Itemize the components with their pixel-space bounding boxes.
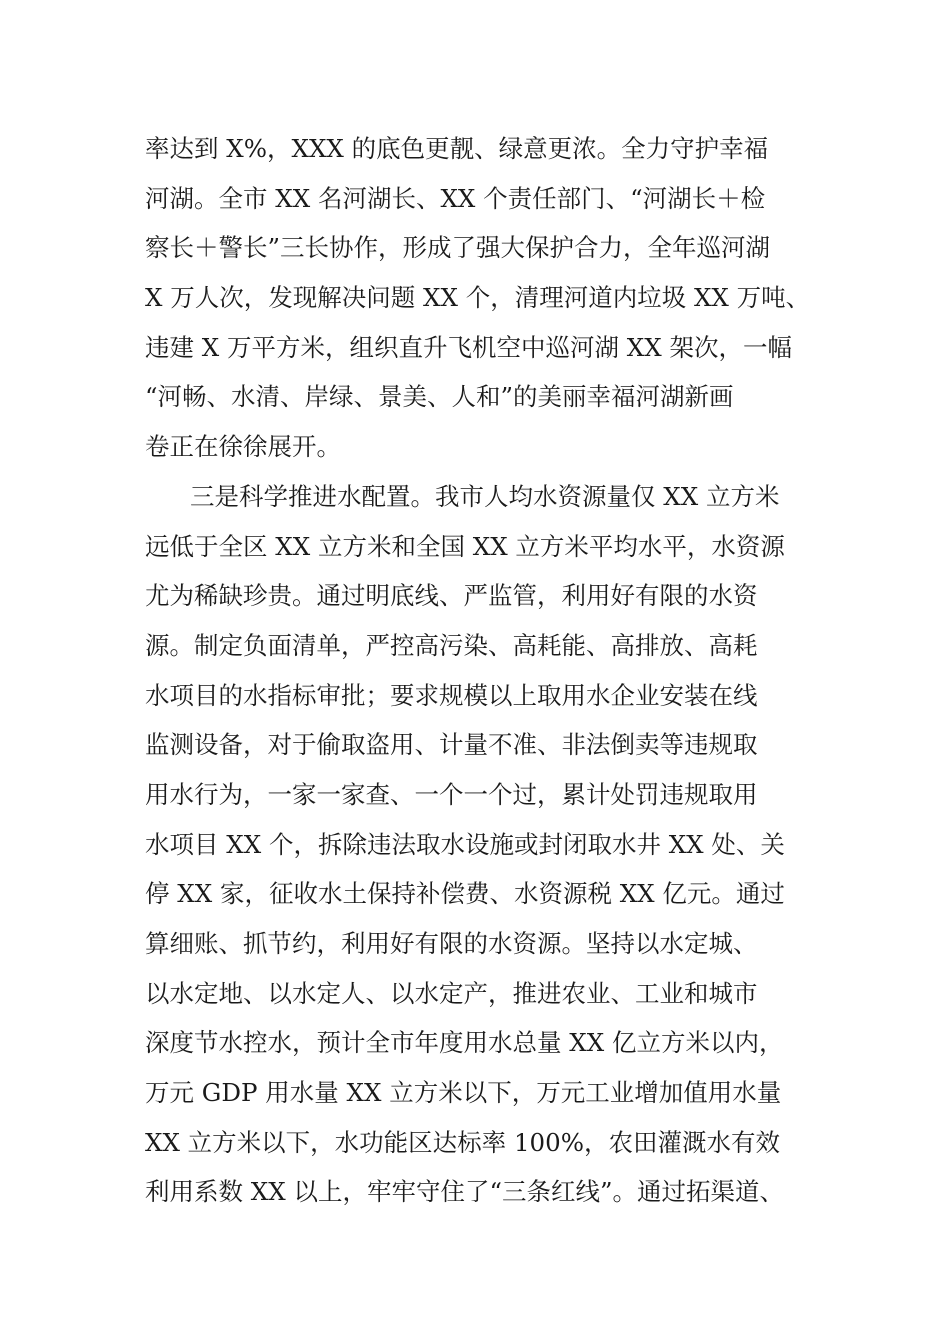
text-line: XX 立方米以下，水功能区达标率 100%，农田灌溉水有效 xyxy=(145,1127,780,1157)
text-line: 卷正在徐徐展开。 xyxy=(145,432,341,462)
text-line: 三是科学推进水配置。我市人均水资源量仅 XX 立方米 xyxy=(190,481,780,511)
text-line: 河湖。全市 XX 名河湖长、XX 个责任部门、“河湖长＋检 xyxy=(145,183,766,213)
text-line: 源。制定负面清单，严控高污染、高耗能、高排放、高耗 xyxy=(145,630,758,660)
body-text xyxy=(145,124,825,1217)
text-line: 以水定地、以水定人、以水定产，推进农业、工业和城市 xyxy=(145,978,758,1008)
text-line: 停 XX 家，征收水土保持补偿费、水资源税 XX 亿元。通过 xyxy=(145,879,785,909)
text-line: 用水行为，一家一家查、一个一个过，累计处罚违规取用 xyxy=(145,779,758,809)
text-line: 尤为稀缺珍贵。通过明底线、严监管，利用好有限的水资 xyxy=(145,581,758,611)
text-line: 深度节水控水，预计全市年度用水总量 XX 亿立方米以内， xyxy=(145,1028,784,1058)
paragraph-continuation xyxy=(145,124,825,472)
text-line: 水项目的水指标审批；要求规模以上取用水企业安装在线 xyxy=(145,680,758,710)
text-line: 远低于全区 XX 立方米和全国 XX 立方米平均水平，水资源 xyxy=(145,531,785,561)
text-line: 算细账、抓节约，利用好有限的水资源。坚持以水定城、 xyxy=(145,929,758,958)
text-line: 率达到 X%，XXX 的底色更靓、绿意更浓。全力守护幸福 xyxy=(145,134,769,163)
text-line: 万元 GDP 用水量 XX 立方米以下，万元工业增加值用水量 xyxy=(145,1078,782,1108)
text-line: “河畅、水清、岸绿、景美、人和”的美丽幸福河湖新画 xyxy=(145,382,734,412)
text-line: 违建 X 万平方米，组织直升飞机空中巡河湖 XX 架次，一幅 xyxy=(145,332,792,362)
text-line: 监测设备，对于偷取盗用、计量不准、非法倒卖等违规取 xyxy=(145,730,758,760)
text-line: X 万人次，发现解决问题 XX 个，清理河道内垃圾 XX 万吨、 xyxy=(145,283,811,313)
paragraph-water-allocation xyxy=(145,472,825,1217)
text-line: 水项目 XX 个，拆除违法取水设施或封闭取水井 XX 处、关 xyxy=(145,829,785,859)
text-line: 察长＋警长”三长协作，形成了强大保护合力，全年巡河湖 xyxy=(145,233,771,263)
text-line: 利用系数 XX 以上，牢牢守住了“三条红线”。通过拓渠道、 xyxy=(145,1177,785,1207)
